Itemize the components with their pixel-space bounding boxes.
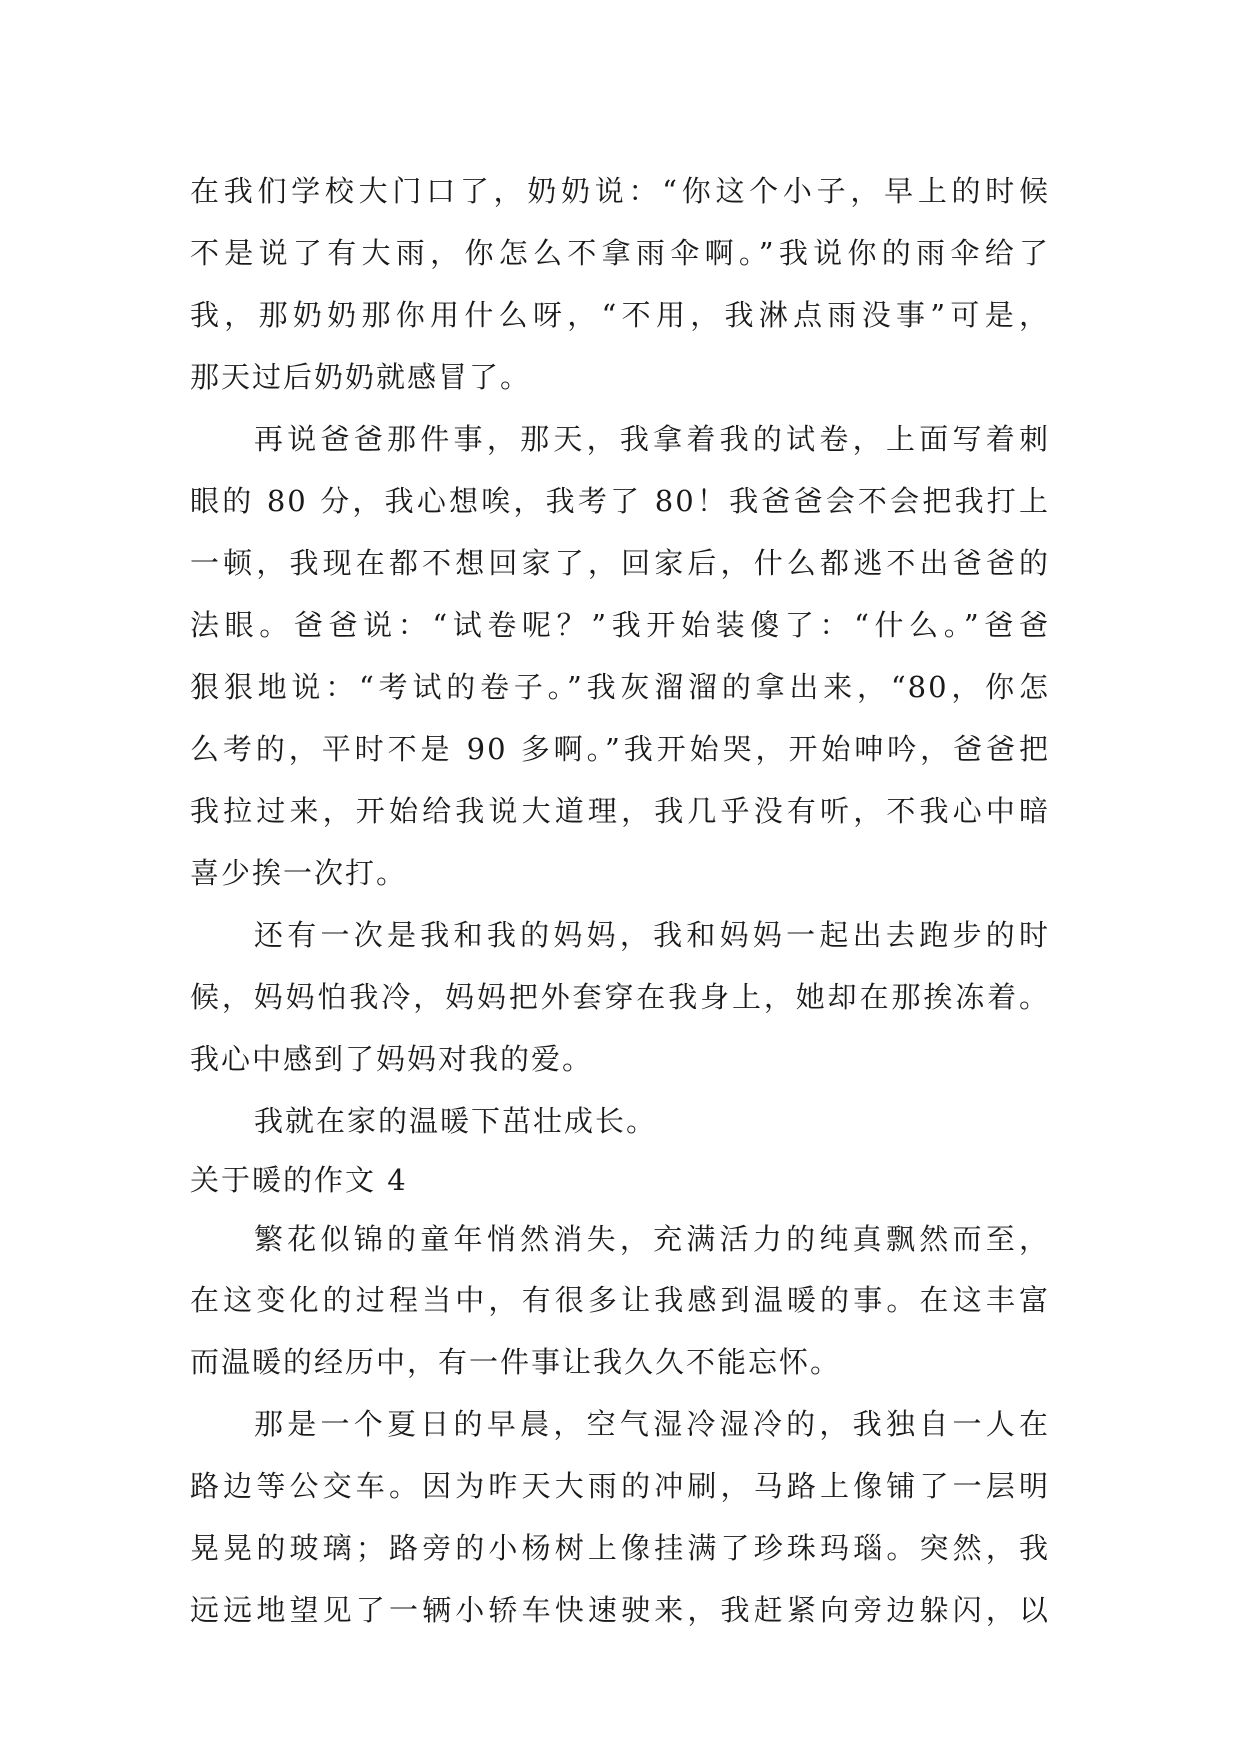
text-line: 在我们学校大门口了，奶奶说：“你这个小子，早上的时候	[190, 174, 1050, 208]
text-line: 我拉过来，开始给我说大道理，我几乎没有听，不我心中暗	[190, 794, 1050, 828]
text-line: 路边等公交车。因为昨天大雨的冲刷，马路上像铺了一层明	[190, 1469, 1050, 1503]
text-line: 不是说了有大雨，你怎么不拿雨伞啊。”我说你的雨伞给了	[190, 236, 1050, 270]
text-line: 晃晃的玻璃；路旁的小杨树上像挂满了珍珠玛瑙。突然，我	[190, 1531, 1050, 1565]
text-line: 我就在家的温暖下茁壮成长。	[254, 1104, 658, 1138]
text-line: 我心中感到了妈妈对我的爱。	[190, 1042, 594, 1076]
text-line: 还有一次是我和我的妈妈，我和妈妈一起出去跑步的时	[254, 918, 1050, 952]
text-line: 那是一个夏日的早晨，空气湿冷湿冷的，我独自一人在	[254, 1407, 1050, 1441]
document-body	[190, 160, 1050, 1641]
text-line: 远远地望见了一辆小轿车快速驶来，我赶紧向旁边躲闪，以	[190, 1593, 1050, 1627]
text-line: 再说爸爸那件事，那天，我拿着我的试卷，上面写着刺	[254, 422, 1050, 456]
text-line: 那天过后奶奶就感冒了。	[190, 360, 532, 394]
text-line: 一顿，我现在都不想回家了，回家后，什么都逃不出爸爸的	[190, 546, 1050, 580]
section-heading: 关于暖的作文 4	[190, 1163, 408, 1197]
text-line: 狠狠地说：“考试的卷子。”我灰溜溜的拿出来，“80，你怎	[190, 670, 1050, 704]
text-line: 法眼。爸爸说：“试卷呢？”我开始装傻了：“什么。”爸爸	[190, 608, 1050, 642]
text-line: 喜少挨一次打。	[190, 856, 408, 890]
text-line: 在这变化的过程当中，有很多让我感到温暖的事。在这丰富	[190, 1283, 1050, 1317]
text-line: 么考的，平时不是 90 多啊。”我开始哭，开始呻吟，爸爸把	[190, 732, 1050, 766]
text-line: 候，妈妈怕我冷，妈妈把外套穿在我身上，她却在那挨冻着。	[190, 980, 1050, 1014]
text-line: 繁花似锦的童年悄然消失，充满活力的纯真飘然而至，	[254, 1222, 1050, 1256]
text-line: 我，那奶奶那你用什么呀，“不用，我淋点雨没事”可是，	[190, 298, 1050, 332]
text-line: 而温暖的经历中，有一件事让我久久不能忘怀。	[190, 1345, 842, 1379]
text-line: 眼的 80 分，我心想唉，我考了 80！我爸爸会不会把我打上	[190, 484, 1050, 518]
